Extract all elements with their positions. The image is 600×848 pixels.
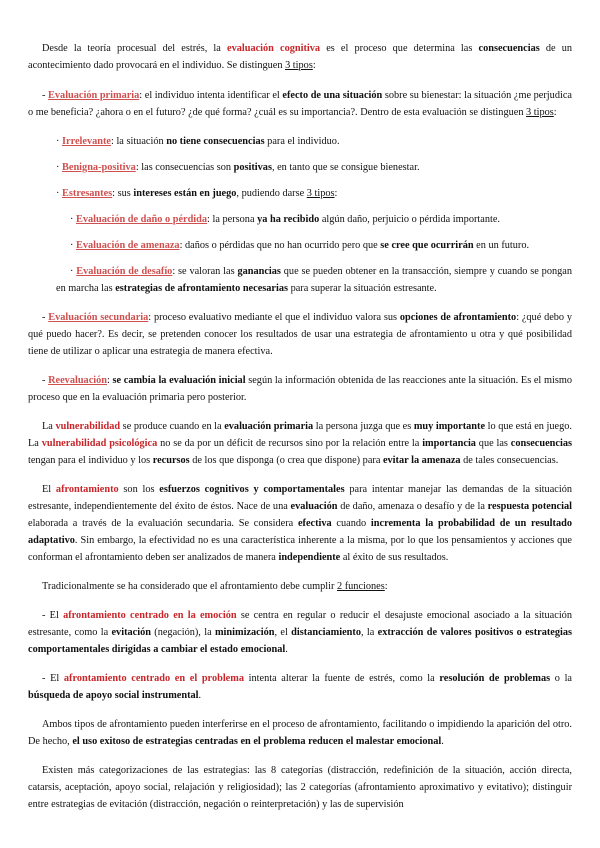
- text: Ambos tipos de afrontamiento pueden interferirse en el proceso de afrontamiento, facilitando o impidiendo la aparición del otro. De hecho,: [28, 719, 572, 747]
- bold-text: independiente: [278, 552, 341, 563]
- bold-text: búsqueda de apoyo social instrumental: [28, 690, 199, 701]
- paragraph-centrado-problema: [28, 670, 572, 704]
- bold-text: no tiene consecuencias: [166, 136, 265, 147]
- bold-text: efectiva: [297, 518, 332, 529]
- text: cuando: [331, 518, 371, 529]
- text: -: [42, 375, 49, 386]
- text: .: [441, 736, 444, 747]
- text: Tradicionalmente se ha considerado que el afrontamiento debe cumplir: [42, 581, 337, 592]
- bold-text: consecuencias: [510, 438, 572, 449]
- bullet: ·: [56, 136, 63, 147]
- bold-text: ya ha recibido: [257, 214, 320, 225]
- paragraph-vulnerabilidad: [28, 418, 572, 469]
- bold-text: incrementa la probabilidad de un resultado adaptativo: [28, 518, 572, 546]
- underlined-text: 2 funciones: [337, 581, 385, 592]
- text: son los: [118, 484, 160, 495]
- text: -: [42, 312, 49, 323]
- text: - El: [42, 610, 64, 621]
- bold-text: distanciamiento: [291, 627, 361, 638]
- bold-text: esfuerzos cognitivos y comportamentales: [159, 484, 345, 495]
- text: para el individuo.: [264, 136, 340, 147]
- text: -: [42, 90, 49, 101]
- term-reevaluacion: Reevaluación: [48, 375, 108, 386]
- paragraph-reevaluacion: [28, 372, 572, 406]
- text: la persona juzga que es: [313, 421, 414, 432]
- text: tengan para el individuo y los: [28, 455, 153, 466]
- bold-text: resolución de problemas: [439, 673, 551, 684]
- text: intenta alterar la fuente de estrés, como la: [243, 673, 440, 684]
- bold-text: minimización: [214, 627, 275, 638]
- term-evaluacion-primaria: Evaluación primaria: [48, 90, 140, 101]
- text: :: [107, 375, 113, 386]
- text: .: [285, 644, 288, 655]
- bold-text: opciones de afrontamiento: [399, 312, 517, 323]
- text: Desde la teoría procesual del estrés, la: [42, 43, 227, 54]
- text: El: [42, 484, 56, 495]
- text: :: [334, 188, 338, 199]
- paragraph-evaluacion-secundaria: [28, 309, 572, 360]
- text: : daños o pérdidas que no han ocurrido pero que: [179, 240, 381, 251]
- text: que las: [475, 438, 511, 449]
- list-item-estresantes: [28, 185, 572, 202]
- text: de daño, amenaza o desafío y de la: [337, 501, 488, 512]
- list-item-benigna: [28, 159, 572, 176]
- term-centrado-emocion: afrontamiento centrado en la emoción: [63, 610, 237, 621]
- term-vulnerabilidad: vulnerabilidad: [55, 421, 121, 432]
- bullet: ·: [56, 162, 63, 173]
- text: de los que disponga (o crea que dispone) para: [189, 455, 383, 466]
- paragraph-evaluacion-primaria: [28, 87, 572, 121]
- term-evaluacion-secundaria: Evaluación secundaria: [48, 312, 149, 323]
- text: para superar la situación estresante.: [288, 283, 437, 294]
- text: - El: [42, 673, 64, 684]
- text: , en tanto que se consigue bienestar.: [271, 162, 420, 173]
- text: : el individuo intenta identificar el: [139, 90, 283, 101]
- bold-text: el uso exitoso de estrategias centradas en el problema reducen el malestar emocional: [72, 736, 442, 747]
- text: que se pueden obtener en la transacción, siempre y cuando se pongan en marcha las: [56, 266, 572, 294]
- bullet: ·: [56, 188, 63, 199]
- paragraph-afrontamiento: [28, 481, 572, 566]
- term-centrado-problema: afrontamiento centrado en el problema: [63, 673, 244, 684]
- term-evaluacion-cognitiva: evaluación cognitiva: [227, 43, 321, 54]
- document-page: [28, 40, 572, 813]
- text: : proceso evaluativo mediante el que el individuo valora sus: [148, 312, 400, 323]
- bold-text: se cambia la evaluación inicial: [112, 375, 246, 386]
- text: al éxito de sus resultados.: [340, 552, 449, 563]
- text: Existen más categorizaciones de las estrategias: las 8 categorías (distracción, redefinición de la situación, acción directa, catarsis, aceptación, apoyo social, relajación y religiosidad); las 2 categorías (afrontamiento aproximativo y evitativo); distinguir entre estrategias de evitación (distracción, negación o reinterpretación) y las de supervisión: [28, 765, 572, 810]
- text: :: [312, 60, 316, 71]
- term-vulnerabilidad-psicologica: vulnerabilidad psicológica: [41, 438, 158, 449]
- bold-text: evitar la amenaza: [382, 455, 461, 466]
- term-benigna-positiva: Benigna-positiva: [62, 162, 136, 173]
- text: de un acontecimiento dado provocará en el individuo. Se distinguen: [28, 43, 573, 71]
- bold-text: se cree que ocurrirán: [380, 240, 474, 251]
- list-item-irrelevante: [28, 133, 572, 150]
- text: . Sin embargo, la efectividad no es una característica inherente a la misma, por lo que los pensamientos y acciones que conforman el afrontamiento deben ser analizados de manera: [28, 535, 572, 563]
- text: no se da por un déficit de recursos sino por la relación entre la: [157, 438, 423, 449]
- bold-text: evaluación primaria: [224, 421, 314, 432]
- text: (negación), la: [150, 627, 215, 638]
- text: de tales consecuencias.: [460, 455, 559, 466]
- underlined-text: 3 tipos: [526, 107, 554, 118]
- term-evaluacion-dano: Evaluación de daño o pérdida: [76, 214, 208, 225]
- text: :: [384, 581, 388, 592]
- term-evaluacion-desafio: Evaluación de desafío: [76, 266, 173, 277]
- bold-text: muy importante: [413, 421, 486, 432]
- bold-text: recursos: [152, 455, 190, 466]
- text: , la: [360, 627, 378, 638]
- bold-text: intereses están en juego: [133, 188, 237, 199]
- bold-text: estrategias de afrontamiento necesarias: [115, 283, 289, 294]
- text: elaborada a través de la evaluación secundaria. Se considera: [28, 518, 298, 529]
- underlined-text: 3 tipos: [285, 60, 313, 71]
- text: es el proceso que determina las: [320, 43, 479, 54]
- paragraph-categorizaciones: [28, 762, 572, 813]
- list-item-amenaza: [28, 237, 572, 254]
- text: : la persona: [207, 214, 258, 225]
- bold-text: consecuencias: [478, 43, 540, 54]
- bold-text: respuesta potencial: [487, 501, 572, 512]
- bullet: ·: [70, 266, 77, 277]
- text: La: [42, 421, 56, 432]
- list-item-desafio: [28, 263, 572, 297]
- text: , el: [274, 627, 292, 638]
- bold-text: importancia: [422, 438, 476, 449]
- bold-text: efecto de una situación: [282, 90, 383, 101]
- paragraph-centrado-emocion: [28, 607, 572, 658]
- paragraph-intro: [28, 40, 572, 74]
- bullet: ·: [70, 240, 77, 251]
- list-item-dano-perdida: [28, 211, 572, 228]
- paragraph-funciones: [28, 578, 572, 595]
- text: sobre su bienestar: la situación ¿me perjudica o me beneficia? ¿ahora o en el futuro? ¿de qué forma? ¿cuál es su importancia?. Dentro de esta evaluación se distinguen: [28, 90, 572, 118]
- bold-text: extracción de valores positivos o estrategias comportamentales dirigidas a cambiar el estado emocional: [28, 627, 573, 655]
- text: o la: [550, 673, 573, 684]
- text: según la información obtenida de las reacciones ante la situación. Es el mismo proceso que en la evaluación primaria pero posterior.: [28, 375, 572, 403]
- text: : la situación: [111, 136, 167, 147]
- text: .: [198, 690, 202, 701]
- text: , pudiendo darse: [236, 188, 307, 199]
- text: algún daño, perjuicio o pérdida importante.: [319, 214, 500, 225]
- text: para intentar manejar las demandas de la situación estresante, independientemente del éxito de éstos. Nace de una: [28, 484, 572, 512]
- term-evaluacion-amenaza: Evaluación de amenaza: [76, 240, 180, 251]
- bold-text: evaluación: [290, 501, 338, 512]
- text: : se valoran las: [172, 266, 238, 277]
- text: : sus: [112, 188, 134, 199]
- text: lo que está en juego. La: [28, 421, 572, 449]
- bold-text: ganancias: [237, 266, 281, 277]
- bold-text: positivas: [233, 162, 272, 173]
- term-afrontamiento: afrontamiento: [55, 484, 119, 495]
- bullet: ·: [70, 214, 77, 225]
- term-irrelevante: Irrelevante: [62, 136, 112, 147]
- text: : las consecuencias son: [135, 162, 234, 173]
- term-estresantes: Estresantes: [62, 188, 113, 199]
- text: se produce cuando en la: [120, 421, 225, 432]
- text: :: [553, 107, 557, 118]
- bold-text: evitación: [111, 627, 151, 638]
- text: : ¿qué debo y qué puedo hacer?. Es decir, se pretenden conocer los resultados de usar una estrategia de afrontamiento u otra y qué posibilidad tiene de utilizar o aplicar una estrategia de manera efectiva.: [28, 312, 573, 357]
- underlined-text: 3 tipos: [306, 188, 335, 199]
- text: en un futuro.: [473, 240, 530, 251]
- text: se centra en regular o reducir el desajuste emocional asociado a la situación estresante, como la: [28, 610, 572, 638]
- paragraph-ambos-tipos: [28, 716, 572, 750]
